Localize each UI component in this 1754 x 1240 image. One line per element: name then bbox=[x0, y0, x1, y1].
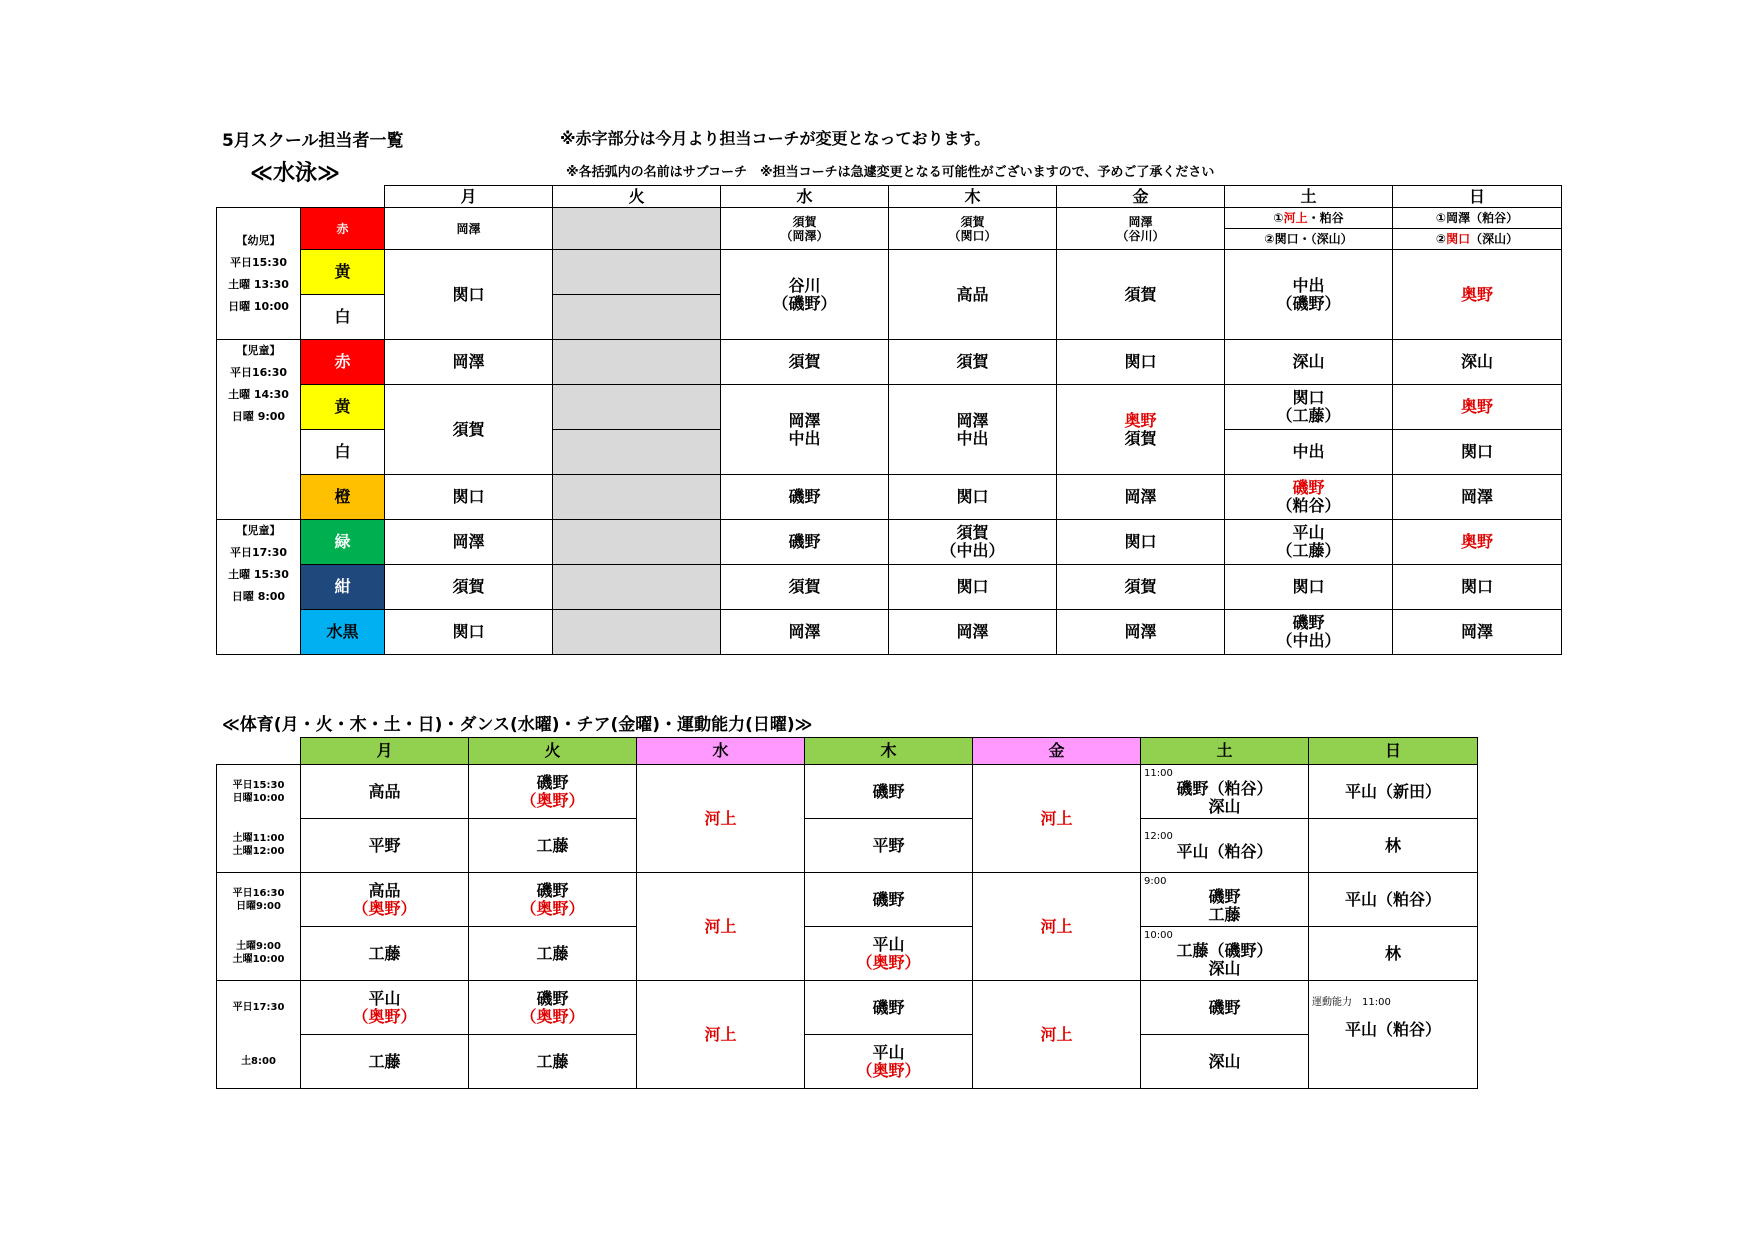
coach-cell: 平山 （工藤） bbox=[1225, 520, 1393, 565]
coach-cell: 磯野 （奥野） bbox=[469, 981, 637, 1035]
coach-cell: 高品 bbox=[301, 765, 469, 819]
time-label: 土曜9:00 土曜10:00 bbox=[217, 927, 301, 981]
coach-cell: 関口 bbox=[889, 475, 1057, 520]
dance-coach-cell: 河上 bbox=[637, 873, 805, 981]
pe-table bbox=[216, 737, 1478, 1089]
coach-cell: 須賀 bbox=[889, 340, 1057, 385]
time-label: 平日17:30 bbox=[217, 981, 301, 1035]
coach-cell: 関口 bbox=[1393, 430, 1562, 475]
tuesday-blank bbox=[553, 610, 721, 655]
tuesday-blank bbox=[553, 208, 721, 250]
dance-coach-cell: 河上 bbox=[637, 981, 805, 1089]
coach-cell: 関口 bbox=[385, 475, 553, 520]
day-header: 木 bbox=[889, 186, 1057, 208]
day-header: 木 bbox=[805, 738, 973, 765]
change-note: ※赤字部分は今月より担当コーチが変更となっております。 bbox=[560, 129, 991, 148]
motor-ability-cell: 運動能力 11:00 平山（粕谷） bbox=[1309, 981, 1478, 1089]
coach-cell: 関口 bbox=[1057, 520, 1225, 565]
tuesday-blank bbox=[553, 565, 721, 610]
time-label: 平日16:30 日曜9:00 bbox=[217, 873, 301, 927]
cheer-coach-cell: 河上 bbox=[973, 873, 1141, 981]
time-label: 土曜11:00 土曜12:00 bbox=[217, 819, 301, 873]
coach-cell: 岡澤 bbox=[385, 208, 553, 250]
coach-cell: 高品 bbox=[889, 250, 1057, 340]
coach-cell: ①河上・粕谷 bbox=[1225, 208, 1393, 229]
coach-cell: 岡澤 bbox=[1057, 610, 1225, 655]
class-color-cell: 黄 bbox=[301, 250, 385, 295]
coach-cell: 須賀 （岡澤） bbox=[721, 208, 889, 250]
day-header: 水 bbox=[721, 186, 889, 208]
tuesday-blank bbox=[553, 340, 721, 385]
coach-cell: 須賀 bbox=[721, 565, 889, 610]
coach-cell: 9:00 磯野 工藤 bbox=[1141, 873, 1309, 927]
coach-cell: ②関口・（深山） bbox=[1225, 229, 1393, 250]
coach-cell: 須賀 bbox=[721, 340, 889, 385]
class-color-cell: 赤 bbox=[301, 340, 385, 385]
class-color-cell: 黄 bbox=[301, 385, 385, 430]
coach-cell: 関口 bbox=[385, 610, 553, 655]
class-color-cell: 白 bbox=[301, 430, 385, 475]
coach-cell: 岡澤 bbox=[385, 520, 553, 565]
coach-cell: 磯野 （奥野） bbox=[469, 873, 637, 927]
day-header: 火 bbox=[469, 738, 637, 765]
coach-cell: 11:00 磯野（粕谷） 深山 bbox=[1141, 765, 1309, 819]
class-color-cell: 緑 bbox=[301, 520, 385, 565]
coach-cell: 工藤 bbox=[469, 927, 637, 981]
coach-cell: 磯野 bbox=[805, 981, 973, 1035]
coach-cell: 岡澤 中出 bbox=[721, 385, 889, 475]
coach-cell: 平山 （奥野） bbox=[805, 1035, 973, 1089]
coach-cell: 磯野 bbox=[1141, 981, 1309, 1035]
coach-cell: 須賀 bbox=[1057, 565, 1225, 610]
coach-cell: 工藤 bbox=[301, 927, 469, 981]
coach-cell: 須賀 bbox=[1057, 250, 1225, 340]
day-header: 火 bbox=[553, 186, 721, 208]
coach-cell: 深山 bbox=[1141, 1035, 1309, 1089]
coach-cell: 平野 bbox=[301, 819, 469, 873]
time-label: 平日15:30 日曜10:00 bbox=[217, 765, 301, 819]
group-label: 【児童】 平日17:30 土曜 15:30 日曜 8:00 bbox=[217, 520, 301, 655]
coach-cell: 奥野 須賀 bbox=[1057, 385, 1225, 475]
coach-cell: 須賀 （関口） bbox=[889, 208, 1057, 250]
class-color-cell: 水黒 bbox=[301, 610, 385, 655]
tuesday-blank bbox=[553, 295, 721, 340]
coach-cell: 10:00 工藤（磯野） 深山 bbox=[1141, 927, 1309, 981]
coach-cell: 関口 bbox=[385, 250, 553, 340]
coach-cell: 岡澤 bbox=[1057, 475, 1225, 520]
coach-cell: 林 bbox=[1309, 927, 1478, 981]
coach-cell: 須賀 （中出） bbox=[889, 520, 1057, 565]
coach-cell: 谷川 （磯野） bbox=[721, 250, 889, 340]
coach-cell: 磯野 （中出） bbox=[1225, 610, 1393, 655]
day-header: 金 bbox=[973, 738, 1141, 765]
coach-cell: 磯野 （粕谷） bbox=[1225, 475, 1393, 520]
pe-section-title: ≪体育(月・火・木・土・日)・ダンス(水曜)・チア(金曜)・運動能力(日曜)≫ bbox=[222, 715, 813, 735]
sub-coach-note: ※各括弧内の名前はサブコーチ ※担当コーチは急遽変更となる可能性がございますので、予めご了承ください bbox=[566, 165, 1215, 180]
coach-cell: 岡澤 bbox=[385, 340, 553, 385]
day-header: 日 bbox=[1393, 186, 1562, 208]
cheer-coach-cell: 河上 bbox=[973, 981, 1141, 1089]
coach-cell: 平山（新田） bbox=[1309, 765, 1478, 819]
coach-cell: 岡澤 bbox=[1393, 475, 1562, 520]
coach-cell: 工藤 bbox=[469, 1035, 637, 1089]
day-header: 土 bbox=[1141, 738, 1309, 765]
coach-cell: 岡澤 bbox=[1393, 610, 1562, 655]
coach-cell: 岡澤 bbox=[721, 610, 889, 655]
coach-cell: 工藤 bbox=[469, 819, 637, 873]
coach-cell: 深山 bbox=[1225, 340, 1393, 385]
coach-cell: ②関口（深山） bbox=[1393, 229, 1562, 250]
coach-cell: 奥野 bbox=[1393, 520, 1562, 565]
coach-cell: 磯野 bbox=[805, 873, 973, 927]
day-header: 月 bbox=[301, 738, 469, 765]
day-header: 月 bbox=[385, 186, 553, 208]
coach-cell: 関口 （工藤） bbox=[1225, 385, 1393, 430]
coach-cell: 関口 bbox=[1225, 565, 1393, 610]
tuesday-blank bbox=[553, 520, 721, 565]
group-label: 【児童】 平日16:30 土曜 14:30 日曜 9:00 bbox=[217, 340, 301, 520]
coach-cell: 岡澤 （谷川） bbox=[1057, 208, 1225, 250]
tuesday-blank bbox=[553, 250, 721, 295]
class-color-cell: 紺 bbox=[301, 565, 385, 610]
coach-cell: 林 bbox=[1309, 819, 1478, 873]
day-header: 日 bbox=[1309, 738, 1478, 765]
group-label: 【幼児】 平日15:30 土曜 13:30 日曜 10:00 bbox=[217, 208, 301, 340]
swim-table bbox=[216, 185, 1562, 655]
coach-cell: 関口 bbox=[889, 565, 1057, 610]
coach-cell: 平野 bbox=[805, 819, 973, 873]
coach-cell: 工藤 bbox=[301, 1035, 469, 1089]
coach-cell: 深山 bbox=[1393, 340, 1562, 385]
coach-cell: 12:00 平山（粕谷） bbox=[1141, 819, 1309, 873]
class-color-cell: 白 bbox=[301, 295, 385, 340]
cheer-coach-cell: 河上 bbox=[973, 765, 1141, 873]
time-label: 土8:00 bbox=[217, 1035, 301, 1089]
day-header: 金 bbox=[1057, 186, 1225, 208]
tuesday-blank bbox=[553, 475, 721, 520]
tuesday-blank bbox=[553, 385, 721, 430]
coach-cell: 中出 （磯野） bbox=[1225, 250, 1393, 340]
day-header: 水 bbox=[637, 738, 805, 765]
coach-cell: 関口 bbox=[1393, 565, 1562, 610]
coach-cell: ①岡澤（粕谷） bbox=[1393, 208, 1562, 229]
coach-cell: 奥野 bbox=[1393, 250, 1562, 340]
page-title: 5月スクール担当者一覧 bbox=[222, 131, 404, 151]
coach-cell: 岡澤 中出 bbox=[889, 385, 1057, 475]
coach-cell: 磯野 bbox=[805, 765, 973, 819]
coach-cell: 平山（粕谷） bbox=[1309, 873, 1478, 927]
coach-cell: 磯野 bbox=[721, 520, 889, 565]
tuesday-blank bbox=[553, 430, 721, 475]
coach-cell: 奥野 bbox=[1393, 385, 1562, 430]
class-color-cell: 橙 bbox=[301, 475, 385, 520]
coach-cell: 岡澤 bbox=[889, 610, 1057, 655]
coach-cell: 中出 bbox=[1225, 430, 1393, 475]
coach-cell: 平山 （奥野） bbox=[805, 927, 973, 981]
coach-cell: 高品 （奥野） bbox=[301, 873, 469, 927]
coach-cell: 須賀 bbox=[385, 385, 553, 475]
dance-coach-cell: 河上 bbox=[637, 765, 805, 873]
swim-section-title: ≪水泳≫ bbox=[250, 161, 341, 186]
day-header: 土 bbox=[1225, 186, 1393, 208]
coach-cell: 磯野 （奥野） bbox=[469, 765, 637, 819]
coach-cell: 須賀 bbox=[385, 565, 553, 610]
coach-cell: 磯野 bbox=[721, 475, 889, 520]
class-color-cell: 赤 bbox=[301, 208, 385, 250]
coach-cell: 関口 bbox=[1057, 340, 1225, 385]
coach-cell: 平山 （奥野） bbox=[301, 981, 469, 1035]
